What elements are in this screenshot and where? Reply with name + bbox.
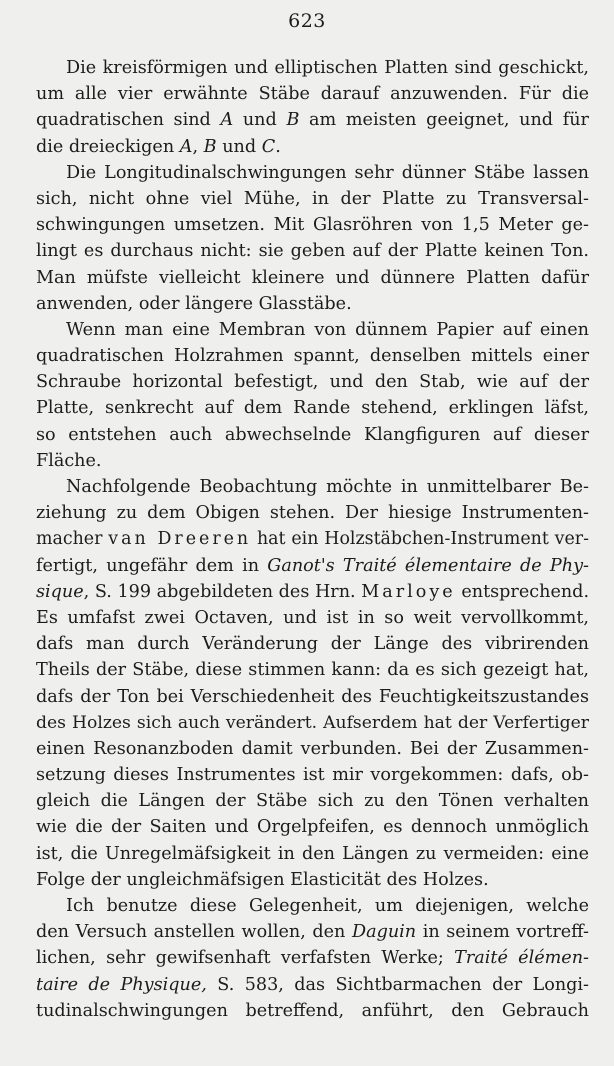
text-line bbox=[36, 867, 589, 893]
page-number: 623 bbox=[288, 10, 326, 32]
text-span: um alle vier erwähnte Stäbe darauf anzuwenden. Für die bbox=[36, 84, 589, 105]
spaced-name: van Dreeren bbox=[108, 529, 252, 550]
body-text bbox=[36, 55, 589, 1024]
text-span: sich, nicht ohne viel Mühe, in der Platte zu Transversal- bbox=[36, 188, 589, 209]
spaced-name: Marloye bbox=[361, 581, 456, 602]
text-span: , S. 199 abgebildeten des Hrn. bbox=[83, 581, 362, 602]
italic-text: A bbox=[220, 110, 234, 131]
text-line bbox=[36, 684, 589, 710]
text-span: setzung dieses Instrumentes ist mir vorgekommen: dafs, ob- bbox=[36, 765, 589, 786]
text-span: hat ein Holzstäbchen-Instrument ver- bbox=[251, 529, 589, 550]
text-line bbox=[36, 107, 589, 133]
text-span: . bbox=[275, 136, 281, 157]
text-line bbox=[36, 238, 589, 264]
text-span: dafs der Ton bei Verschiedenheit des Feuchtigkeitszustandes bbox=[36, 686, 589, 707]
text-line bbox=[36, 134, 589, 160]
text-line bbox=[36, 526, 589, 552]
text-line bbox=[36, 972, 589, 998]
text-line bbox=[36, 422, 589, 448]
text-span: Wenn man eine Membran von dünnem Papier auf einen bbox=[66, 319, 589, 340]
text-line bbox=[36, 212, 589, 238]
text-line bbox=[36, 317, 589, 343]
text-span: den Versuch anstellen wollen, den bbox=[36, 922, 352, 943]
text-span: Theils der Stäbe, diese stimmen kann: da es sich gezeigt hat, bbox=[36, 660, 589, 681]
text-span: in seinem vortreff- bbox=[416, 922, 590, 943]
italic-text: B bbox=[286, 110, 300, 131]
text-span: Schraube horizontal befestigt, und den Stab, wie auf der bbox=[36, 372, 589, 393]
text-line bbox=[36, 553, 589, 579]
text-span: einen Resonanzboden damit verbunden. Bei der Zusammen- bbox=[36, 738, 589, 759]
text-span: des Holzes sich auch verändert. Aufserdem hat der Verfertiger bbox=[36, 712, 589, 733]
text-span: quadratischen sind bbox=[36, 110, 221, 131]
text-line bbox=[36, 893, 589, 919]
text-span: so entstehen auch abwechselnde Klangfiguren auf dieser bbox=[36, 424, 589, 445]
text-span: dafs man durch Veränderung der Länge des vibrirenden bbox=[36, 634, 589, 655]
text-line bbox=[36, 474, 589, 500]
text-line bbox=[36, 369, 589, 395]
text-span: ziehung zu dem Obigen stehen. Der hiesige Instrumenten- bbox=[36, 503, 589, 524]
text-span: Platte, senkrecht auf dem Rande stehend, erklingen läfst, bbox=[36, 398, 589, 419]
text-line bbox=[36, 395, 589, 421]
text-line bbox=[36, 605, 589, 631]
text-span: und bbox=[216, 136, 262, 157]
text-span: lingt es durchaus nicht: sie geben auf der Platte keinen Ton. bbox=[36, 241, 589, 262]
text-line bbox=[36, 291, 589, 317]
text-line bbox=[36, 448, 589, 474]
text-span: Man müfste vielleicht kleinere und dünnere Platten dafür bbox=[36, 267, 589, 288]
text-line bbox=[36, 55, 589, 81]
text-span: schwingungen umsetzen. Mit Glasröhren von 1,5 Meter ge- bbox=[36, 215, 589, 236]
text-span: ist, die Unregelmäfsigkeit in den Längen zu vermeiden: eine bbox=[36, 843, 589, 864]
text-span: fertigt, ungefähr dem in bbox=[36, 555, 268, 576]
text-line bbox=[36, 186, 589, 212]
text-span: entsprechend. bbox=[455, 581, 590, 602]
text-line bbox=[36, 81, 589, 107]
italic-text: Daguin bbox=[351, 922, 417, 943]
text-span: Es umfafst zwei Octaven, und ist in so weit vervollkommt, bbox=[36, 607, 589, 628]
text-span: gleich die Längen der Stäbe sich zu den Tönen verhalten bbox=[36, 791, 589, 812]
text-line bbox=[36, 657, 589, 683]
text-span: und bbox=[233, 110, 287, 131]
text-span: tudinalschwingungen betreffend, anführt, den Gebrauch bbox=[36, 1000, 589, 1021]
text-span: Folge der ungleichmäfsigen Elasticität des Holzes. bbox=[36, 869, 489, 890]
text-span: macher bbox=[36, 529, 109, 550]
text-line bbox=[36, 945, 589, 971]
italic-text: B bbox=[203, 136, 217, 157]
text-line bbox=[36, 710, 589, 736]
text-line bbox=[36, 500, 589, 526]
text-span: Nachfolgende Beobachtung möchte in unmittelbarer Be- bbox=[66, 477, 589, 497]
italic-text: A bbox=[179, 136, 193, 157]
text-line bbox=[36, 788, 589, 814]
text-line bbox=[36, 343, 589, 369]
text-span: lichen, sehr gewifsenhaft verfafsten Werke; bbox=[36, 948, 455, 969]
text-line bbox=[36, 265, 589, 291]
text-line bbox=[36, 631, 589, 657]
italic-text: C bbox=[261, 136, 276, 157]
text-line bbox=[36, 814, 589, 840]
text-span: S. 583, das Sichtbarmachen der Longi- bbox=[206, 974, 589, 995]
text-line bbox=[36, 762, 589, 788]
text-span: anwenden, oder längere Glasstäbe. bbox=[36, 293, 352, 314]
text-span: , bbox=[192, 136, 204, 157]
italic-text: taire de Physique, bbox=[36, 974, 207, 995]
italic-text: Ganot's Traité élementaire de Phy- bbox=[267, 555, 589, 576]
text-span: Die kreisförmigen und elliptischen Platten sind geschickt, bbox=[66, 58, 589, 78]
text-line bbox=[36, 919, 589, 945]
text-span: quadratischen Holzrahmen spannt, denselben mittels einer bbox=[36, 346, 589, 367]
italic-text: sique bbox=[36, 581, 84, 602]
text-line bbox=[36, 736, 589, 762]
text-line bbox=[36, 579, 589, 605]
text-span: Die Longitudinalschwingungen sehr dünner Stäbe lassen bbox=[66, 162, 589, 183]
text-span: Ich benutze diese Gelegenheit, um diejenigen, welche bbox=[66, 896, 589, 916]
text-span: Fläche. bbox=[36, 450, 102, 471]
text-line bbox=[36, 160, 589, 186]
text-line bbox=[36, 998, 589, 1024]
text-line bbox=[36, 841, 589, 867]
text-span: die dreieckigen bbox=[36, 136, 180, 157]
text-span: am meisten geeignet, und für bbox=[299, 110, 589, 131]
text-span: wie die der Saiten und Orgelpfeifen, es dennoch unmöglich bbox=[36, 817, 589, 838]
italic-text: Traité élémen- bbox=[454, 948, 589, 969]
